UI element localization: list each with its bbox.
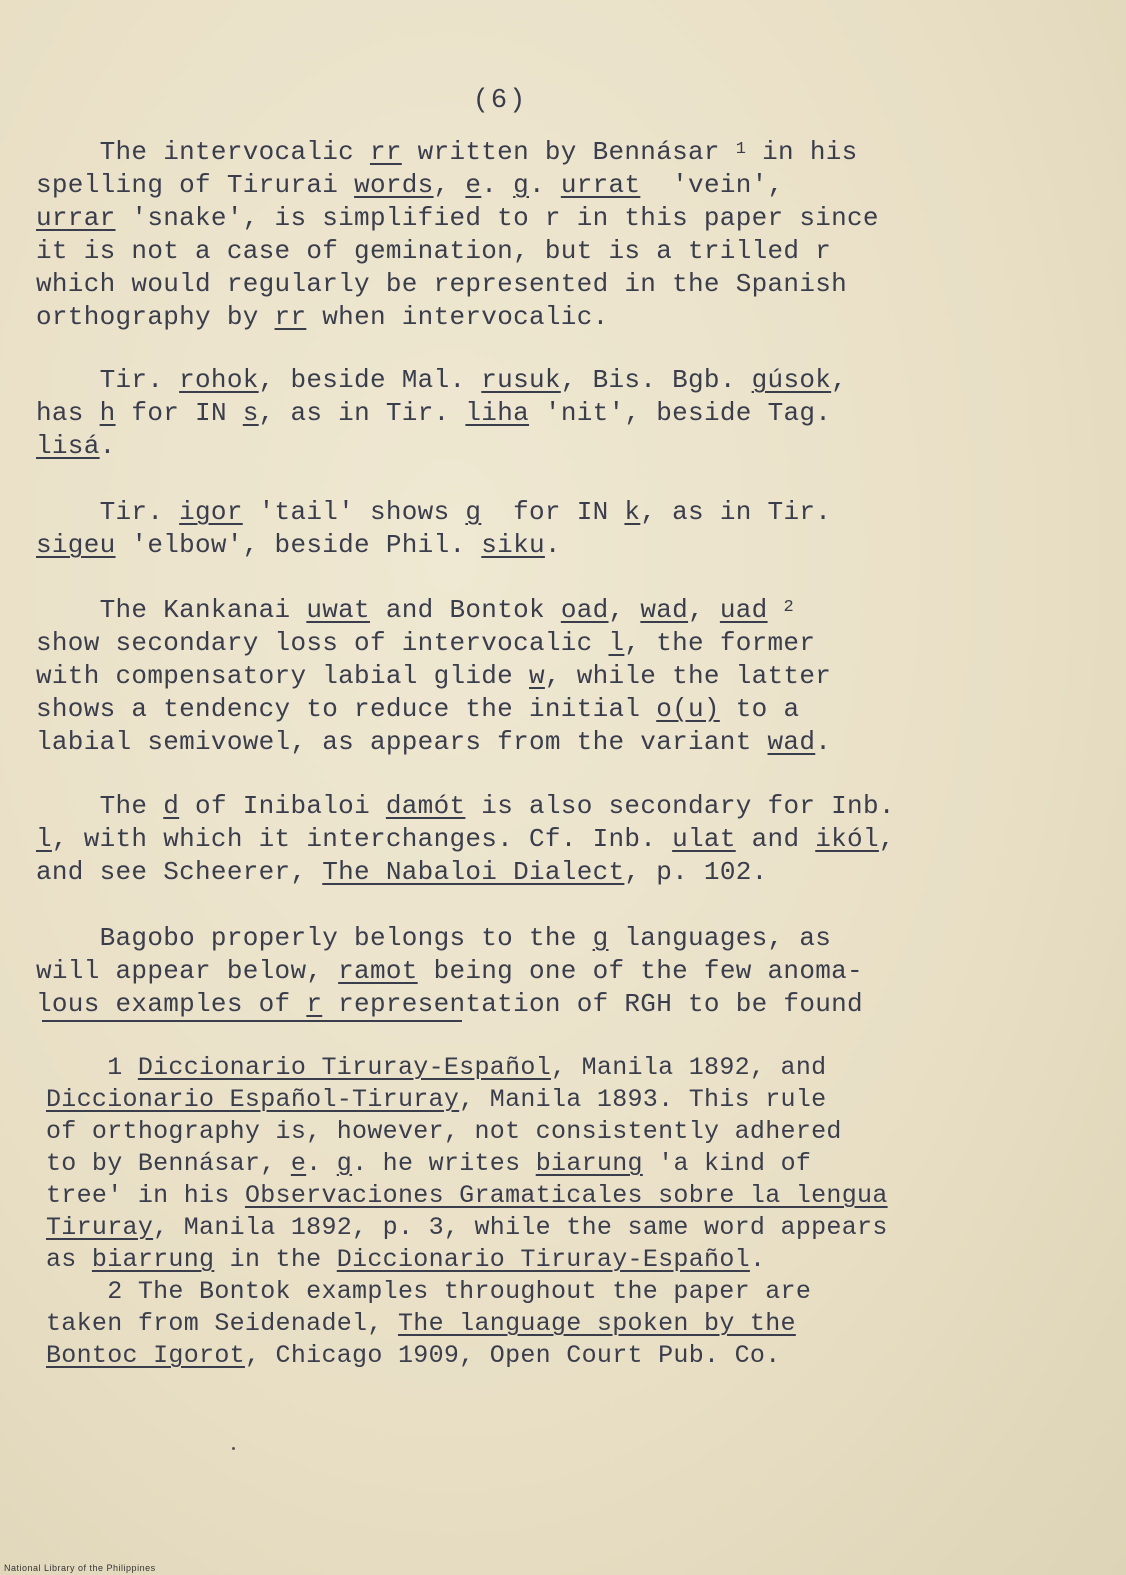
text-line [36, 529, 1096, 562]
text-span: , Bis. Bgb. [560, 365, 752, 395]
text-span: which would regularly be represented in the Spanish [36, 269, 848, 299]
text-span: of Inibaloi [179, 791, 386, 821]
text-line [46, 1052, 1106, 1084]
text-span: , [831, 365, 848, 395]
text-span: and [735, 824, 816, 854]
underlined-term: e [465, 170, 482, 200]
text-span: spelling of Tirurai [36, 170, 355, 200]
text-line [46, 1212, 1106, 1244]
text-span: for IN [115, 398, 243, 428]
paragraph [36, 922, 1096, 1021]
text-line [36, 169, 1096, 202]
text-span: , as in Tir. [640, 497, 832, 527]
underlined-term: rr [369, 137, 402, 167]
text-line [36, 268, 1096, 301]
text-span: and see Scheerer, [36, 857, 323, 887]
text-span: is also secondary for Inb. [465, 791, 895, 821]
text-span: of orthography is, however, not consistently adhered [46, 1117, 842, 1146]
underlined-term: uwat [306, 595, 370, 625]
paragraph [36, 790, 1096, 889]
underlined-term: s [242, 398, 259, 428]
footnote-marker: 1 [735, 140, 747, 159]
text-span: 1 [46, 1053, 138, 1082]
underlined-term: The language spoken by the [397, 1309, 796, 1338]
underlined-term: lisá [36, 431, 100, 461]
text-span: , [608, 595, 641, 625]
text-span: The intervocalic [36, 137, 370, 167]
underlined-term: urrar [36, 203, 116, 233]
text-span: . [529, 170, 561, 200]
paragraph [36, 364, 1096, 463]
text-span: , as in Tir. [258, 398, 466, 428]
underlined-term: liha [465, 398, 530, 428]
underlined-term: wad [640, 595, 689, 625]
underlined-term: words [354, 170, 434, 200]
text-line [36, 988, 1096, 1021]
text-span: , Manila 1893. This rule [459, 1085, 827, 1114]
underlined-term: Observaciones Gramaticales sobre la lengua [244, 1181, 888, 1210]
text-line [36, 364, 1096, 397]
text-line [36, 856, 1096, 889]
text-span: languages, as [608, 923, 832, 953]
text-span: orthography by [36, 302, 275, 332]
underlined-term: gúsok [751, 365, 832, 395]
underlined-term: biarrung [91, 1245, 215, 1274]
text-span: 'nit', beside Tag. [529, 398, 832, 428]
text-span: taken from Seidenadel, [46, 1309, 398, 1338]
text-span: being one of the few anoma- [417, 956, 863, 986]
text-span: Bagobo properly belongs to the [36, 923, 593, 953]
footnotes [46, 1052, 1106, 1372]
underlined-term: uad [719, 595, 768, 625]
text-line [46, 1148, 1106, 1180]
text-line [36, 301, 1096, 334]
underlined-term: rusuk [481, 365, 561, 395]
paragraph [36, 496, 1096, 562]
text-span: has [36, 398, 100, 428]
text-span: The Kankanai [36, 595, 307, 625]
text-line [36, 922, 1096, 955]
underlined-term: damót [385, 791, 466, 821]
text-span: , p. 102. [624, 857, 768, 887]
paragraph [36, 136, 1096, 334]
text-span: , beside Mal. [258, 365, 482, 395]
text-span: . [481, 170, 514, 200]
text-span: Tir. [36, 497, 180, 527]
text-span: will appear below, [36, 956, 339, 986]
text-span: representation of RGH to be found [322, 989, 863, 1019]
underlined-term: o(u) [656, 694, 720, 724]
text-line [36, 660, 1096, 693]
text-line [46, 1308, 1106, 1340]
underlined-term: ramot [338, 956, 418, 986]
text-span [768, 595, 784, 625]
text-span: lous examples of [36, 989, 307, 1019]
text-line [36, 202, 1096, 235]
underlined-term: Tiruray [46, 1213, 154, 1242]
underlined-term: oad [560, 595, 609, 625]
underlined-term: urrat [560, 170, 641, 200]
underlined-term: d [163, 791, 180, 821]
underlined-term: g [592, 923, 609, 953]
underlined-term: igor [179, 497, 243, 527]
text-span: 2 The Bontok examples throughout the paper are [46, 1277, 812, 1306]
text-span: , [433, 170, 466, 200]
underlined-term: h [99, 398, 116, 428]
text-span: , Manila 1892, p. 3, while the same word appears [153, 1213, 888, 1242]
text-span: and Bontok [369, 595, 561, 625]
text-line [36, 430, 1096, 463]
underlined-term: w [528, 661, 545, 691]
underlined-term: g [513, 170, 530, 200]
text-span: tree' in his [46, 1181, 245, 1210]
text-span: 'elbow', beside Phil. [115, 530, 482, 560]
text-span: 'tail' shows [242, 497, 466, 527]
paragraph [36, 594, 1096, 759]
text-span: show secondary loss of intervocalic [36, 628, 609, 658]
underlined-term: Diccionario Tiruray-Español [336, 1245, 750, 1274]
text-span: . [306, 1149, 337, 1178]
text-span: when intervocalic. [306, 302, 609, 332]
text-span: to by Bennásar, [46, 1149, 291, 1178]
text-line [36, 790, 1096, 823]
text-line [46, 1340, 1106, 1372]
underlined-term: ulat [672, 824, 736, 854]
text-span: in his [746, 137, 858, 167]
text-span: , Chicago 1909, Open Court Pub. Co. [244, 1341, 781, 1370]
underlined-term: sigeu [36, 530, 116, 560]
text-line [36, 627, 1096, 660]
text-span: for IN [481, 497, 625, 527]
text-line [46, 1116, 1106, 1148]
text-line [36, 955, 1096, 988]
underlined-term: k [624, 497, 641, 527]
text-span: . [749, 1245, 766, 1274]
underlined-term: r [306, 989, 323, 1019]
text-line [36, 496, 1096, 529]
text-span: with compensatory labial glide [36, 661, 529, 691]
underlined-term: Bontoc Igorot [46, 1341, 245, 1370]
text-span: in the [214, 1245, 337, 1274]
text-span: . [544, 530, 561, 560]
text-span: , Manila 1892, and [551, 1053, 827, 1082]
underlined-term: e [290, 1149, 307, 1178]
text-span: to a [719, 694, 800, 724]
underlined-term: g [336, 1149, 353, 1178]
text-span: Tir. [36, 365, 180, 395]
text-span: , [878, 824, 895, 854]
text-line [36, 397, 1096, 430]
underlined-term: g [465, 497, 482, 527]
footnote-marker: 2 [783, 598, 795, 617]
text-span: The [36, 791, 164, 821]
underlined-term: Diccionario Español-Tiruray [46, 1085, 460, 1114]
underlined-term: l [608, 628, 625, 658]
text-span: 'snake', is simplified to r in this paper since [115, 203, 879, 233]
underlined-term: rohok [179, 365, 259, 395]
text-line [46, 1180, 1106, 1212]
text-line [36, 235, 1096, 268]
text-span: labial semivowel, as appears from the variant [36, 727, 768, 757]
text-span: written by Bennásar [401, 137, 736, 167]
underlined-term: The Nabaloi Dialect [322, 857, 625, 887]
text-span: , with which it interchanges. Cf. Inb. [51, 824, 673, 854]
underlined-term: l [36, 824, 52, 854]
footnote-separator [42, 1020, 462, 1022]
text-span: . [99, 431, 116, 461]
text-span: , the former [624, 628, 816, 658]
text-line [36, 594, 1096, 627]
underlined-term: rr [274, 302, 307, 332]
text-span: . [815, 727, 832, 757]
text-span: shows a tendency to reduce the initial [36, 694, 657, 724]
text-line [46, 1084, 1106, 1116]
underlined-term: siku [481, 530, 545, 560]
text-span: , while the latter [544, 661, 832, 691]
text-span: as [46, 1245, 92, 1274]
ink-speck [232, 1447, 235, 1450]
text-span: it is not a case of gemination, but is a trilled r [36, 236, 832, 266]
text-span: 'a kind of [642, 1149, 812, 1178]
underlined-term: ikól [815, 824, 879, 854]
text-line [46, 1276, 1106, 1308]
underlined-term: Diccionario Tiruray-Español [137, 1053, 551, 1082]
text-line [36, 823, 1096, 856]
text-line [36, 693, 1096, 726]
text-span: , [688, 595, 720, 625]
text-line [36, 136, 1096, 169]
text-line [36, 726, 1096, 759]
underlined-term: biarung [535, 1149, 643, 1178]
text-line [46, 1244, 1106, 1276]
text-span: . he writes [352, 1149, 536, 1178]
text-span: 'vein', [640, 170, 784, 200]
underlined-term: wad [767, 727, 816, 757]
library-credit: National Library of the Philippines [4, 1563, 156, 1573]
page-number: (6) [472, 86, 528, 116]
